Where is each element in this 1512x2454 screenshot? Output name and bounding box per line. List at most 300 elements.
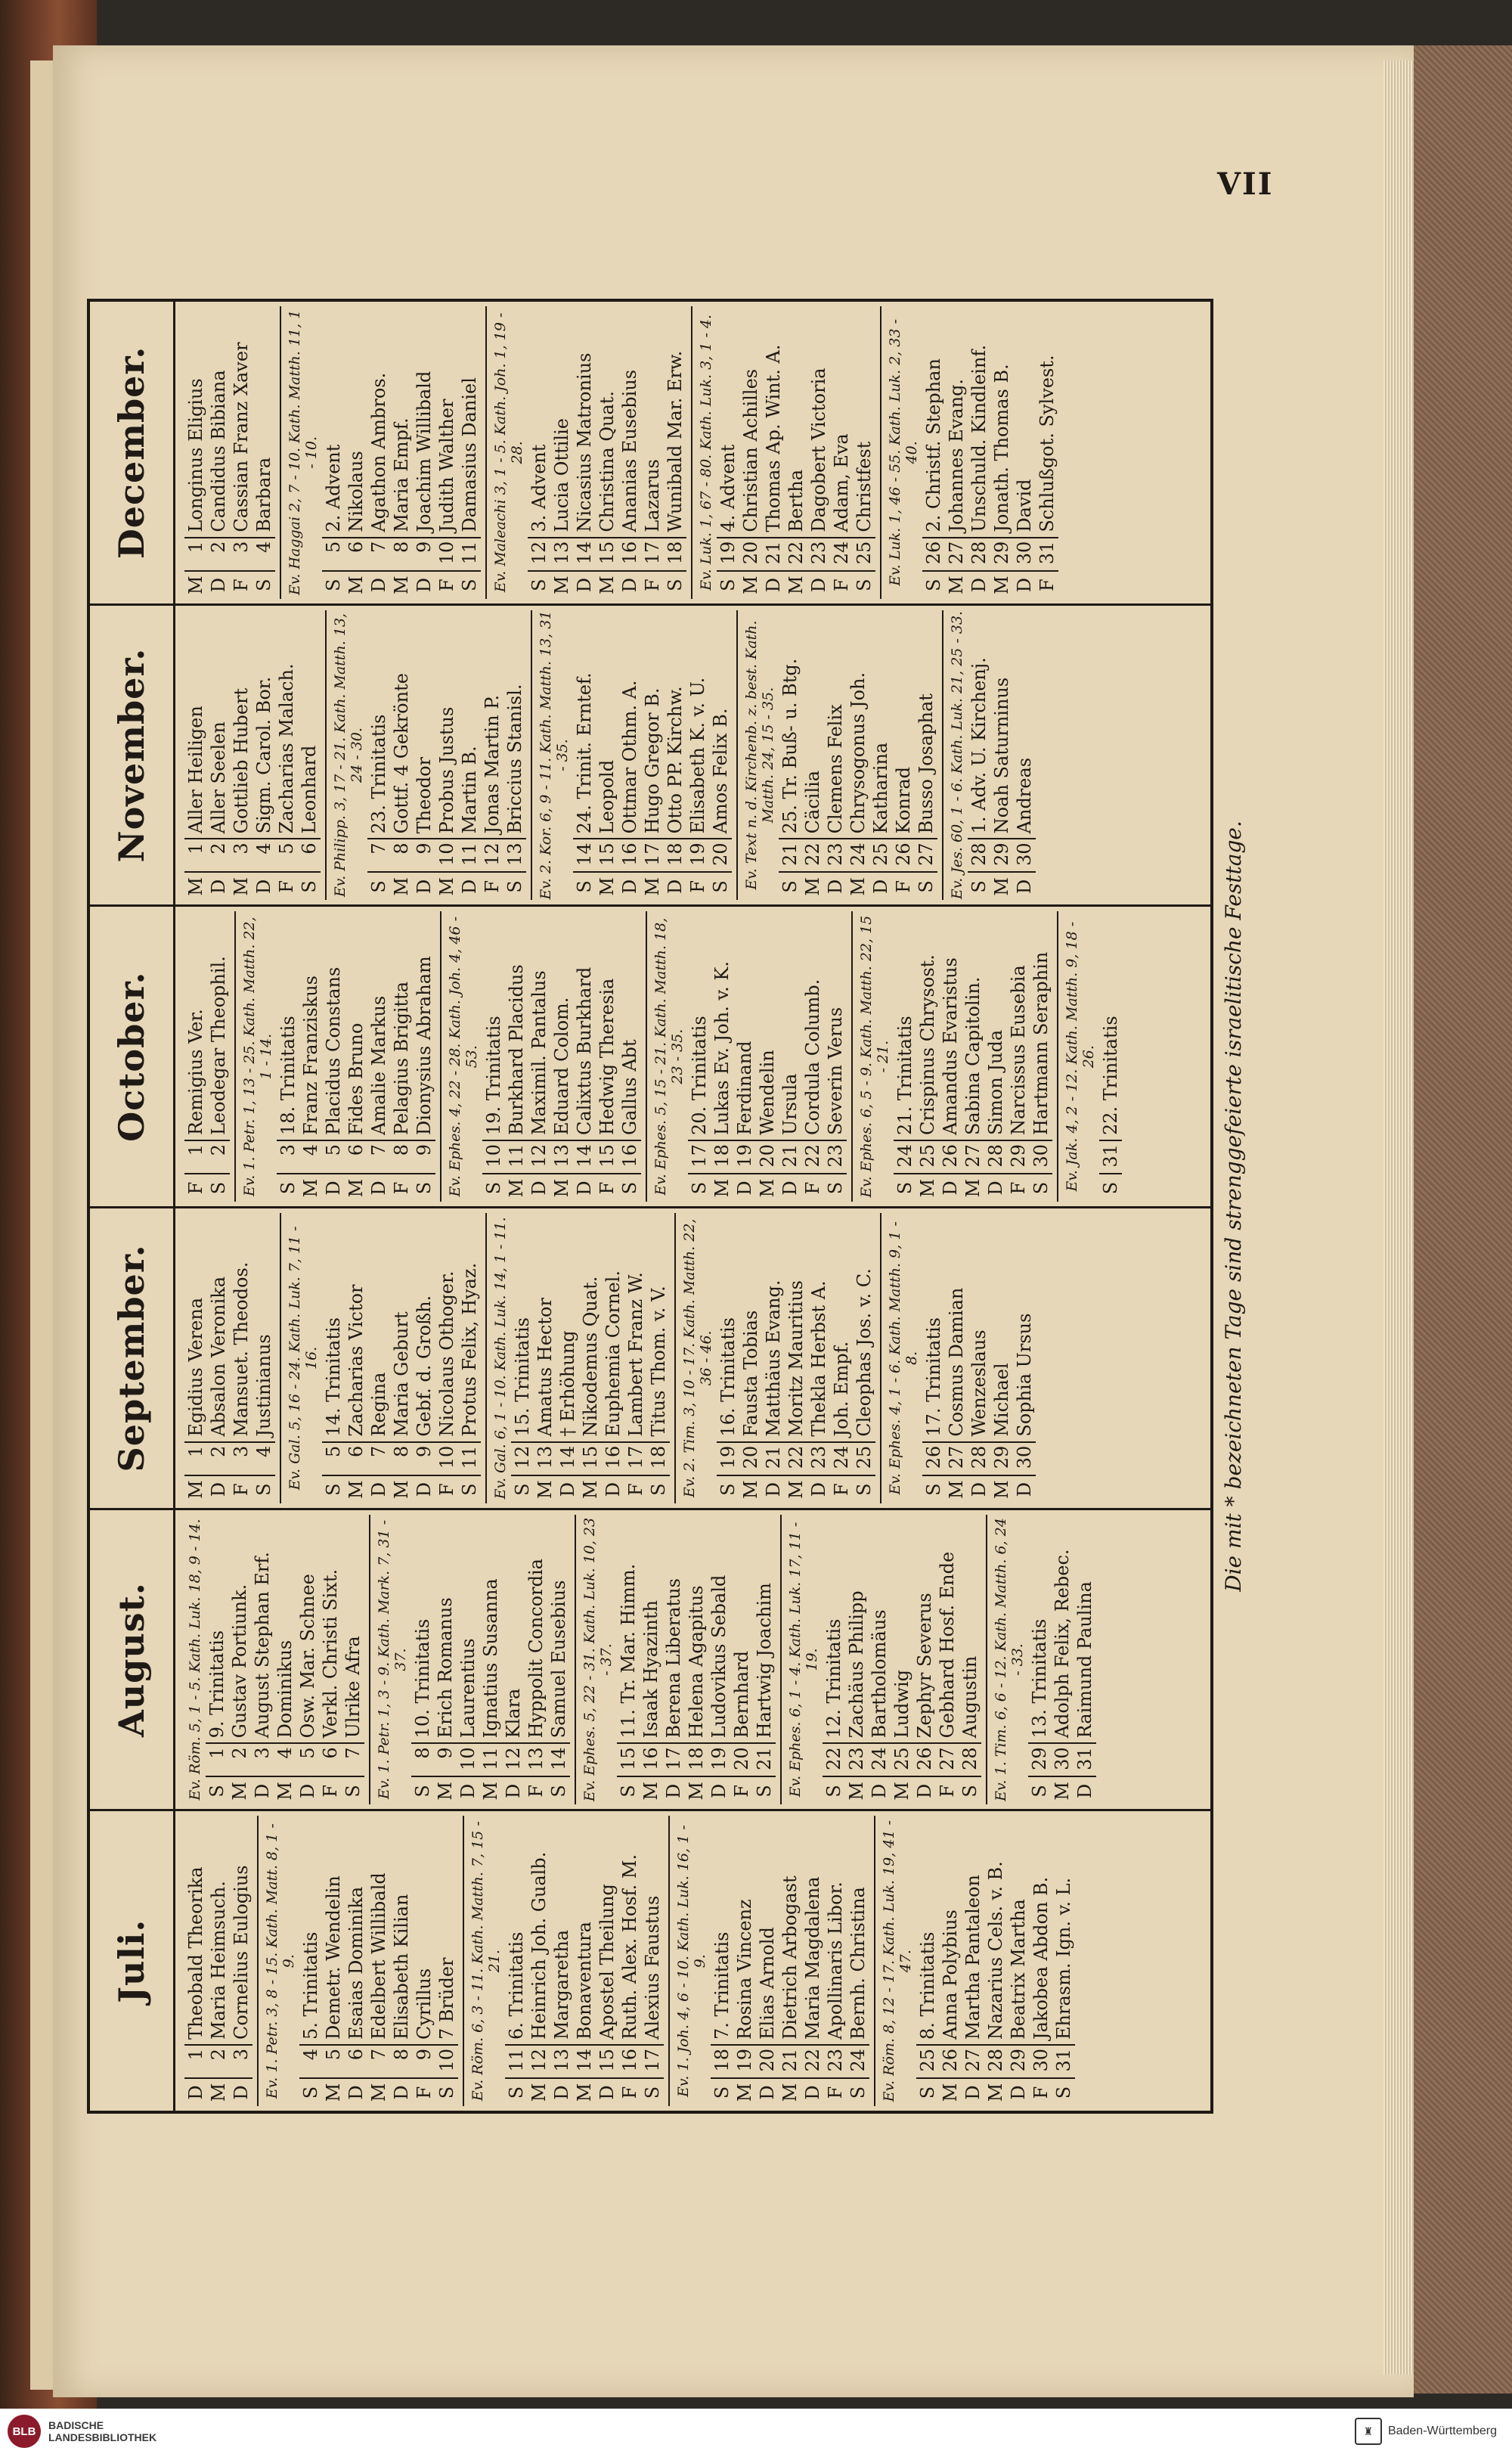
saint-name: Bartholomäus xyxy=(869,1609,890,1739)
saint-name: Rosina Vincenz xyxy=(734,1899,755,2040)
week-block xyxy=(236,911,442,1202)
day-number: 30 xyxy=(1013,1441,1036,1475)
saint-name: Candidus Bibiana xyxy=(208,370,229,532)
gospel-reading: Ev. 1. Petr. 3, 8 - 15. Kath. Matt. 8, 1 - 9. xyxy=(264,1823,297,2099)
day-row xyxy=(824,911,847,1202)
day-row xyxy=(785,1213,807,1503)
month-body xyxy=(175,302,1210,603)
weekday-letter: D xyxy=(502,1776,525,1804)
saint-name: Christian Achilles xyxy=(740,368,761,532)
weekday-letter: F xyxy=(801,1173,824,1202)
week-block xyxy=(259,1816,464,2106)
day-number: 21 xyxy=(779,2044,801,2077)
saint-name: Nicasius Matronius xyxy=(574,352,595,532)
gospel-reading: Ev. Ephes. 5, 22 - 31. Kath. Luk. 10, 23 - 37. xyxy=(581,1517,615,1802)
day-number: 28 xyxy=(968,838,990,871)
week-block xyxy=(532,610,738,901)
saint-name: 23. Trinitatis xyxy=(368,714,389,834)
day-number: 7 xyxy=(367,537,390,570)
weekday-letter: D xyxy=(367,1173,390,1202)
day-number: 25 xyxy=(891,1742,913,1776)
saint-name: Noah Saturninus xyxy=(991,677,1012,834)
footnote: Die mit * bezeichneten Tage sind strenggefeierte israelitische Festtage. xyxy=(1221,821,1246,1592)
day-row xyxy=(868,1515,891,1805)
day-number: 12 xyxy=(481,838,503,871)
month-body xyxy=(175,1510,1210,1810)
saint-name: Gebhard Hosf. Ende xyxy=(937,1551,958,1739)
weekday-letter: S xyxy=(664,570,686,599)
day-number: 11 xyxy=(479,1742,502,1776)
weekday-letter: D xyxy=(779,1173,801,1202)
day-row xyxy=(345,306,367,599)
weekday-letter: F xyxy=(230,570,253,599)
day-row xyxy=(547,1515,570,1805)
day-row xyxy=(184,610,207,901)
day-number: 19 xyxy=(733,2044,756,2077)
day-number: 13 xyxy=(550,2044,573,2077)
saint-name: Calixtus Burkhard xyxy=(574,966,595,1136)
day-row xyxy=(733,911,756,1202)
day-row xyxy=(390,610,413,901)
saint-name: Bernhard xyxy=(731,1650,752,1739)
day-number: 21 xyxy=(753,1742,776,1776)
saint-name: Cassian Franz Xaver xyxy=(231,342,252,532)
weekday-letter: S xyxy=(573,871,596,900)
day-number: 1 xyxy=(184,1441,207,1475)
day-number: 9 xyxy=(413,1441,435,1475)
day-number: 26 xyxy=(939,2044,962,2077)
day-number: 6 xyxy=(319,1742,342,1776)
saint-name: † Erhöhung xyxy=(557,1330,578,1437)
day-row xyxy=(367,1816,390,2106)
day-number: 12 xyxy=(528,537,550,570)
day-row xyxy=(1013,306,1036,599)
weekday-letter: D xyxy=(762,1475,785,1503)
saint-name: Ulrike Afra xyxy=(342,1636,364,1739)
week-block xyxy=(1058,911,1126,1202)
day-number: 18 xyxy=(711,2044,733,2077)
day-number: 10 xyxy=(435,2044,458,2077)
saint-name: Ottmar Othm. A. xyxy=(619,680,640,834)
day-number: 27 xyxy=(962,1140,984,1173)
saint-name: Apostel Theilung xyxy=(596,1884,618,2040)
week-block xyxy=(881,306,1063,599)
saint-name: 10. Trinitatis xyxy=(412,1618,433,1739)
day-number: 14 xyxy=(573,838,596,871)
day-row xyxy=(184,911,207,1202)
saint-name: 21. Trinitatis xyxy=(894,1016,916,1136)
day-number: 11 xyxy=(458,1441,481,1475)
saint-name: 14. Trinitatis xyxy=(323,1317,344,1437)
day-number: 19 xyxy=(708,1742,730,1776)
day-number: 29 xyxy=(990,838,1013,871)
week-block xyxy=(670,1816,875,2106)
saint-name: Fausta Tobias xyxy=(740,1310,761,1437)
day-number: 21 xyxy=(762,1441,785,1475)
weekday-letter: F xyxy=(936,1776,959,1804)
month-body xyxy=(175,1811,1210,2111)
saint-name: Dietrich Arbogast xyxy=(779,1875,801,2040)
day-number: 10 xyxy=(435,838,458,871)
weekday-letter: S xyxy=(753,1776,776,1804)
saint-name: Gottf. 4 Gekrönte xyxy=(391,673,412,834)
saint-name: 5. Trinitatis xyxy=(300,1931,321,2040)
blb-branding xyxy=(0,2415,156,2448)
day-number: 2 xyxy=(207,1140,230,1173)
day-row xyxy=(779,610,801,901)
weekday-letter: D xyxy=(962,2077,984,2106)
saint-name: Sophia Ursus xyxy=(1014,1313,1035,1437)
saint-name: Hartmann Seraphin xyxy=(1030,951,1052,1136)
day-number: 7 xyxy=(367,2044,390,2077)
weekday-letter: F xyxy=(1030,2077,1052,2106)
day-number: 24 xyxy=(830,1441,853,1475)
weekday-letter: D xyxy=(390,2077,413,2106)
day-row xyxy=(207,911,230,1202)
saint-name: Nazarius Cels. v. B. xyxy=(985,1861,1006,2040)
saint-name: Cleophas Jos. v. C. xyxy=(854,1268,875,1437)
saint-name: Christfest xyxy=(854,441,875,532)
saint-name: 22. Trinitatis xyxy=(1100,1016,1121,1136)
saint-name: Osw. Mar. Schnee xyxy=(297,1574,318,1739)
saint-name: Theobald Theorika xyxy=(185,1866,206,2040)
month-title: December. xyxy=(90,302,175,603)
gospel-reading: Ev. Luk. 1, 67 - 80. Kath. Luk. 3, 1 - 4. xyxy=(698,314,714,591)
week-block xyxy=(181,1816,259,2106)
day-number: 22 xyxy=(823,1742,845,1776)
day-row xyxy=(1007,911,1030,1202)
weekday-letter: M xyxy=(550,1173,573,1202)
weekday-letter: S xyxy=(547,1776,570,1804)
day-row xyxy=(342,1515,364,1805)
weekday-letter: D xyxy=(207,871,230,900)
saint-name: Anna Polybius xyxy=(940,1910,961,2040)
weekday-letter: S xyxy=(367,871,390,900)
saint-name: Agathon Ambros. xyxy=(368,372,389,532)
weekday-letter: M xyxy=(945,570,968,599)
day-row xyxy=(685,1515,708,1805)
saint-name: Lukas Ev. Joh. v. K. xyxy=(711,961,733,1136)
day-number: 19 xyxy=(717,1441,739,1475)
weekday-letter: M xyxy=(390,1475,413,1503)
saint-name: Remigius Ver. xyxy=(185,1009,206,1136)
day-number: 28 xyxy=(968,537,990,570)
day-row xyxy=(617,1515,640,1805)
saint-name: Bonaventura xyxy=(574,1922,595,2040)
weekday-letter: S xyxy=(253,1475,275,1503)
day-row xyxy=(322,306,345,599)
day-number: 7 xyxy=(367,1441,390,1475)
day-row xyxy=(916,911,939,1202)
weekday-letter: F xyxy=(1007,1173,1030,1202)
day-row xyxy=(345,1816,367,2106)
weekday-letter: D xyxy=(207,570,230,599)
week-block xyxy=(943,610,1040,901)
saint-name: Martha Pantaleon xyxy=(962,1875,984,2040)
week-block xyxy=(647,911,853,1202)
saint-name: Judith Walther xyxy=(436,399,457,532)
day-row xyxy=(939,1816,962,2106)
weekday-letter: S xyxy=(688,1173,711,1202)
saint-name: Helena Agapitus xyxy=(686,1585,707,1739)
saint-name: Elisabeth K. v. U. xyxy=(687,677,708,834)
day-number: 20 xyxy=(756,1140,779,1173)
day-row xyxy=(711,911,733,1202)
weekday-letter: D xyxy=(664,871,686,900)
saint-name: Nicolaus Othoger. xyxy=(436,1270,457,1437)
weekday-letter: S xyxy=(322,570,345,599)
day-number: 10 xyxy=(435,537,458,570)
gospel-reading: Ev. 1. Petr. 1, 13 - 25. Kath. Matth. 22, 1 - 14. xyxy=(241,917,274,1196)
month-column xyxy=(90,603,1210,905)
blb-line1: BADISCHE xyxy=(48,2419,104,2431)
saint-name: Margaretha xyxy=(551,1929,572,2040)
day-number: 16 xyxy=(618,838,641,871)
day-number: 5 xyxy=(322,537,345,570)
weekday-letter: F xyxy=(525,1776,547,1804)
saint-name: Andreas xyxy=(1014,757,1035,834)
day-row xyxy=(434,1515,457,1805)
weekday-letter: D xyxy=(367,570,390,599)
weekday-letter: M xyxy=(345,1475,367,1503)
week-block xyxy=(875,1816,1080,2106)
weekday-letter: D xyxy=(733,1173,756,1202)
saint-name: 18. Trinitatis xyxy=(277,1016,299,1136)
day-row xyxy=(1099,911,1122,1202)
saint-name: Maria Magdalena xyxy=(802,1876,823,2040)
day-number: 6 xyxy=(345,2044,367,2077)
week-block xyxy=(181,911,236,1202)
week-block xyxy=(987,1515,1101,1805)
weekday-letter: D xyxy=(184,2077,207,2106)
weekday-letter: F xyxy=(686,871,709,900)
day-number: 30 xyxy=(1013,537,1036,570)
weekday-letter: D xyxy=(413,1475,435,1503)
weekday-letter: S xyxy=(647,1475,670,1503)
saint-name: Cäcilia xyxy=(802,770,823,834)
day-number: 17 xyxy=(641,537,664,570)
day-row xyxy=(913,1515,936,1805)
week-block xyxy=(181,306,281,599)
day-number: 20 xyxy=(739,537,762,570)
day-number: 9 xyxy=(413,537,435,570)
saint-name: Ananias Eusebius xyxy=(619,369,640,532)
saint-name: Bernh. Christina xyxy=(847,1887,869,2040)
saint-name: 2. Christf. Stephan xyxy=(923,358,944,532)
day-row xyxy=(936,1515,959,1805)
day-number: 22 xyxy=(801,2044,824,2077)
day-row xyxy=(505,1816,528,2106)
gospel-reading: Ev. 2. Tim. 3, 10 - 17. Kath. Matth. 22, 36 - 46. xyxy=(681,1218,714,1498)
day-row xyxy=(435,306,458,599)
day-number: 13 xyxy=(503,838,526,871)
day-number: 18 xyxy=(664,537,686,570)
day-row xyxy=(894,911,916,1202)
weekday-letter: D xyxy=(573,1173,596,1202)
day-row xyxy=(1030,911,1052,1202)
day-row xyxy=(502,1515,525,1805)
day-row xyxy=(550,1816,573,2106)
day-number: 11 xyxy=(458,838,481,871)
saint-name: Zachäus Philipp xyxy=(846,1590,867,1739)
saint-name: Unschuld. Kindleinf. xyxy=(968,344,990,532)
weekday-letter: D xyxy=(801,2077,824,2106)
day-row xyxy=(251,1515,274,1805)
day-row xyxy=(206,1515,228,1805)
day-number: 1 xyxy=(184,2044,207,2077)
day-row xyxy=(664,306,686,599)
weekday-letter: D xyxy=(413,871,435,900)
day-number: 31 xyxy=(1036,537,1058,570)
weekday-letter: D xyxy=(556,1475,579,1503)
saint-name: Hyppolit Concordia xyxy=(525,1559,547,1739)
day-number: 26 xyxy=(939,1140,962,1173)
month-body xyxy=(175,907,1210,1206)
day-row xyxy=(253,610,275,901)
day-row xyxy=(709,610,732,901)
weekday-letter: S xyxy=(277,1173,299,1202)
day-number: 25 xyxy=(853,1441,875,1475)
saint-name: Lucia Ottilie xyxy=(551,418,572,532)
weekday-letter: F xyxy=(230,1475,253,1503)
day-row xyxy=(253,306,275,599)
day-row xyxy=(390,306,413,599)
weekday-letter: F xyxy=(641,570,664,599)
weekday-letter: D xyxy=(824,871,847,900)
day-number: 6 xyxy=(345,537,367,570)
saint-name: Theodor xyxy=(414,756,435,834)
day-number: 19 xyxy=(717,537,739,570)
saint-name: 20. Trinitatis xyxy=(689,1016,710,1136)
day-number: 20 xyxy=(756,2044,779,2077)
weekday-letter: S xyxy=(717,570,739,599)
day-number: 1 xyxy=(206,1742,228,1776)
day-row xyxy=(390,911,413,1202)
saint-name: Matthäus Evang. xyxy=(763,1280,784,1437)
day-row xyxy=(390,1816,413,2106)
saint-name: Fides Bruno xyxy=(345,1022,367,1136)
weekday-letter: M xyxy=(916,1173,939,1202)
saint-name: Busso Josaphat xyxy=(916,693,937,834)
saint-name: Dionysius Abraham xyxy=(414,956,435,1136)
day-number: 18 xyxy=(664,838,686,871)
day-number: 17 xyxy=(641,838,664,871)
day-number: 2 xyxy=(228,1742,251,1776)
weekday-letter: S xyxy=(1028,1776,1051,1804)
day-row xyxy=(505,911,528,1202)
day-number: 15 xyxy=(596,1140,618,1173)
saint-name: Johannes Evang. xyxy=(946,378,967,532)
saint-name: Cornelius Eulogius xyxy=(231,1865,252,2040)
saint-name: Elias Arnold xyxy=(757,1927,778,2040)
day-row xyxy=(230,1816,253,2106)
saint-name: Adam, Eva xyxy=(831,433,852,532)
saint-name: 7 Brüder xyxy=(436,1957,457,2040)
saint-name: Nikolaus xyxy=(345,451,367,532)
weekday-letter: M xyxy=(435,871,458,900)
day-row xyxy=(990,306,1013,599)
day-number: 7 xyxy=(342,1742,364,1776)
gospel-reading: Ev. Jak. 4, 2 - 12. Kath. Matth. 9, 18 - 26. xyxy=(1064,921,1097,1192)
day-row xyxy=(739,1213,762,1503)
weekday-letter: D xyxy=(207,1475,230,1503)
day-row xyxy=(503,610,526,901)
day-number: 8 xyxy=(411,1742,434,1776)
weekday-letter: S xyxy=(823,1776,845,1804)
day-row xyxy=(807,1213,830,1503)
day-number: 29 xyxy=(1007,2044,1030,2077)
saint-name: Cordula Columb. xyxy=(802,979,823,1136)
weekday-letter: M xyxy=(434,1776,457,1804)
weekday-letter: S xyxy=(779,871,801,900)
day-row xyxy=(990,610,1013,901)
weekday-letter: D xyxy=(253,871,275,900)
weekday-letter: S xyxy=(528,570,550,599)
saint-name: Narcissus Eusebia xyxy=(1008,965,1029,1136)
saint-name: 3. Advent xyxy=(528,444,550,532)
weekday-letter: M xyxy=(550,570,573,599)
day-row xyxy=(556,1213,579,1503)
day-number: 23 xyxy=(807,1441,830,1475)
saint-name: Michael xyxy=(991,1363,1012,1437)
weekday-letter: M xyxy=(801,871,824,900)
saint-name: Joh. Empf. xyxy=(831,1341,852,1437)
day-row xyxy=(367,911,390,1202)
weekday-letter: D xyxy=(413,570,435,599)
weekday-letter: D xyxy=(618,871,641,900)
day-row xyxy=(807,306,830,599)
blb-logo-icon: BLB xyxy=(8,2415,41,2448)
saint-name: Leonhard xyxy=(299,745,320,834)
day-row xyxy=(711,1816,733,2106)
weekday-letter: S xyxy=(298,871,321,900)
rotated-calendar xyxy=(87,299,1246,2114)
week-block xyxy=(881,1213,1040,1503)
weekday-letter: D xyxy=(457,1776,479,1804)
weekday-letter: M xyxy=(299,1173,322,1202)
saint-name: Probus Justus xyxy=(436,706,457,834)
weekday-letter: D xyxy=(458,871,481,900)
week-block xyxy=(576,1515,782,1805)
month-title: Juli. xyxy=(90,1811,175,2111)
day-number: 25 xyxy=(869,838,892,871)
saint-name: 11. Tr. Mar. Himm. xyxy=(618,1563,639,1739)
day-row xyxy=(853,306,875,599)
day-number: 23 xyxy=(824,838,847,871)
week-block xyxy=(782,1515,987,1805)
saint-name: Thekla Herbst A. xyxy=(808,1280,829,1437)
day-row xyxy=(596,306,618,599)
day-number: 14 xyxy=(556,1441,579,1475)
day-row xyxy=(641,1816,664,2106)
day-row xyxy=(830,306,853,599)
day-row xyxy=(801,610,824,901)
week-block xyxy=(738,610,943,901)
day-row xyxy=(1013,1213,1036,1503)
weekday-letter: F xyxy=(596,1173,618,1202)
week-block xyxy=(281,1213,487,1503)
day-row xyxy=(891,1515,913,1805)
day-row xyxy=(688,911,711,1202)
saint-name: Raimund Paulina xyxy=(1074,1581,1095,1739)
day-row xyxy=(184,306,207,599)
weekday-letter: S xyxy=(253,570,275,599)
weekday-letter: D xyxy=(939,1173,962,1202)
weekday-letter: M xyxy=(945,1475,968,1503)
day-number: 29 xyxy=(1007,1140,1030,1173)
saint-name: Berena Liberatus xyxy=(663,1578,684,1739)
weekday-letter: M xyxy=(573,2077,596,2106)
